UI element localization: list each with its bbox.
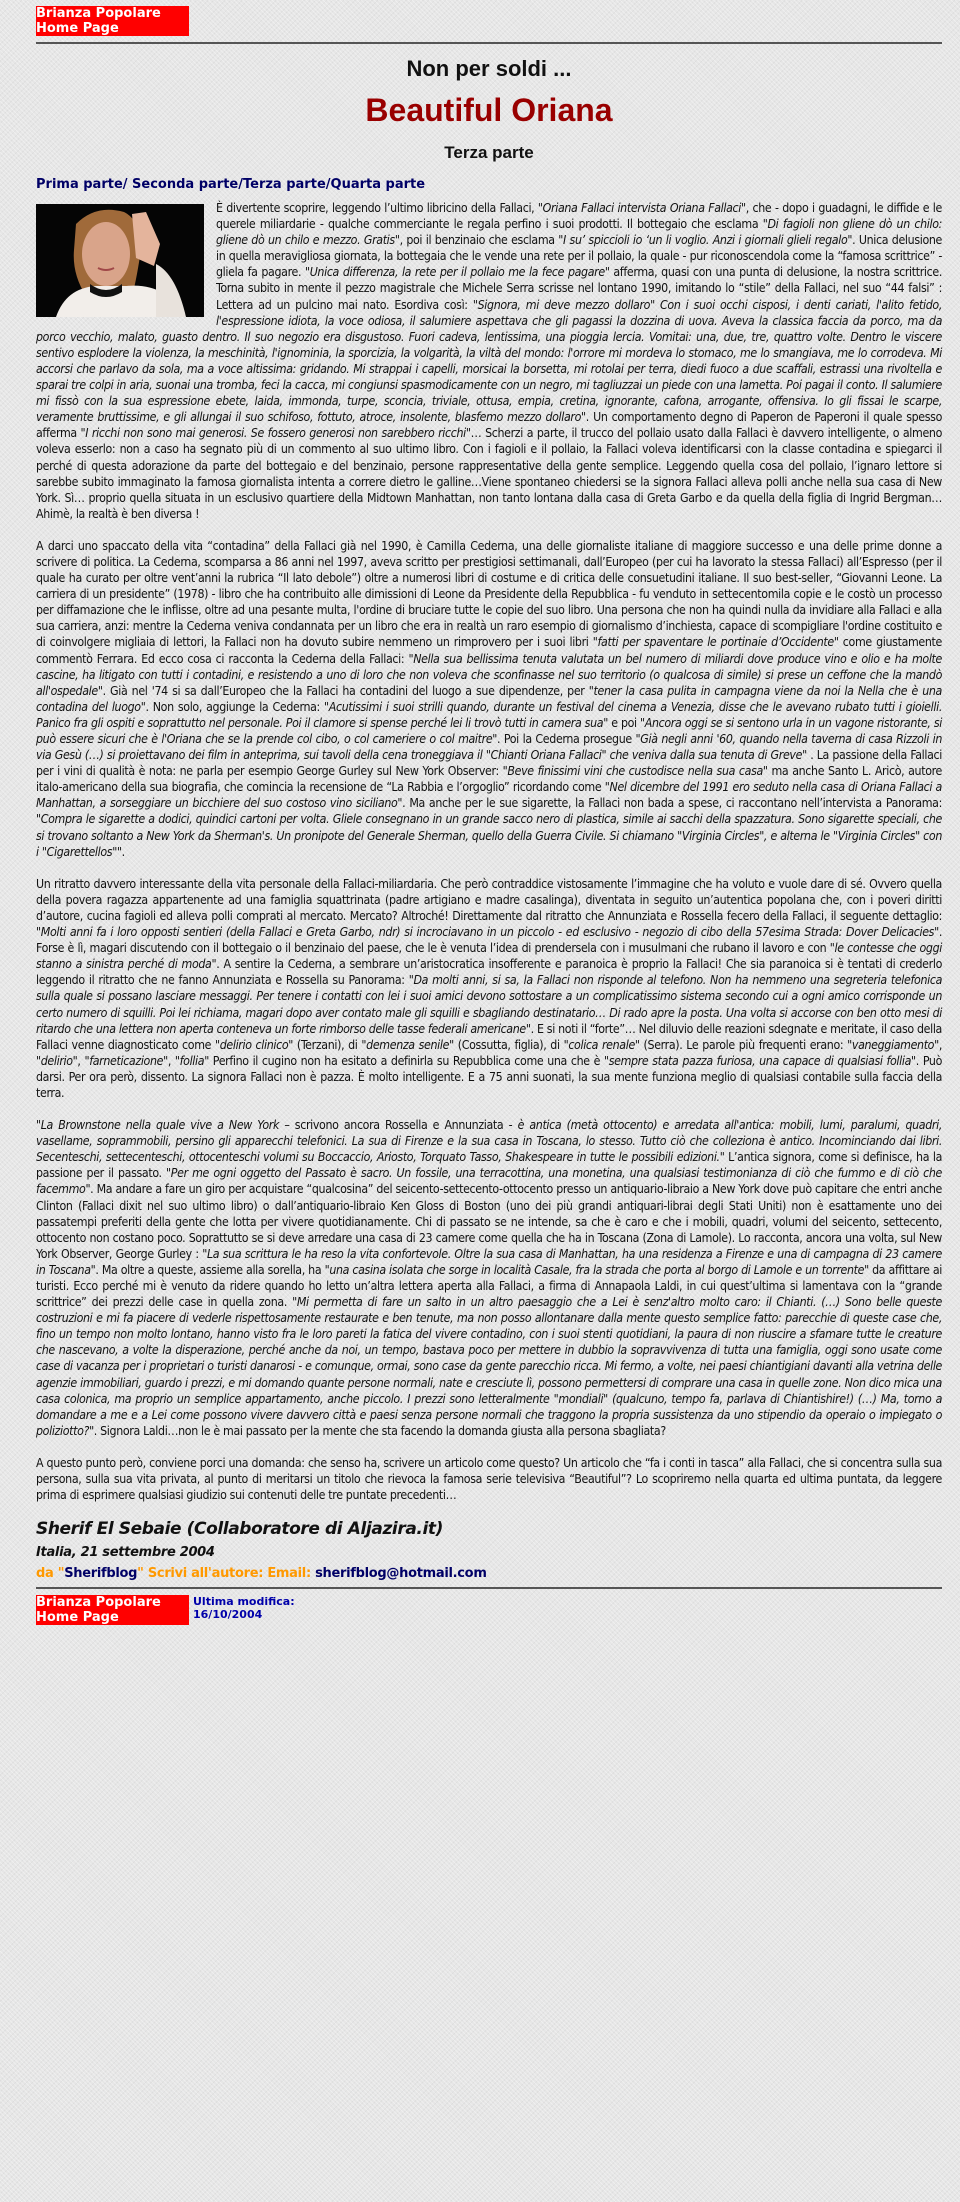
quotation: sempre stata pazza furiosa, una capace di qualsiasi follia	[608, 1053, 912, 1068]
quotation: follia	[179, 1053, 205, 1068]
quotation: Oriana Fallaci intervista Oriana Fallaci	[542, 201, 742, 215]
article-kicker: Non per soldi ...	[406, 56, 572, 81]
part-link-quarta[interactable]: Quarta parte	[330, 177, 426, 192]
quotation: una casina isolata che sorge in località Casale, fra la strada che porta al borgo di Lamole e un torrente	[329, 1262, 865, 1277]
quotation: delirio	[40, 1053, 73, 1068]
oriana-fallaci-photo	[36, 204, 204, 317]
quotation: Di fagioli non gliene dò un chilo: gliene dò un chilo e mezzo. Gratis	[216, 217, 942, 248]
quotation: La sua scrittura le ha reso la vita confortevole. Oltre la sua casa di Manhattan, ha una residenza a Firenze e una di campagna di 23 camere in Toscana	[36, 1246, 943, 1277]
quotation: tener la casa pulita in campagna viene da noi la Nella che è una contadina del luogo	[36, 683, 942, 714]
quotation: Beve finissimi vini che custodisce nella sua casa	[507, 764, 763, 779]
quotation: farneticazione	[89, 1053, 164, 1068]
parts-navigation	[36, 177, 942, 192]
article-paragraph: A darci uno spaccato della vita “contadina” della Fallaci già nel 1990, è Camilla Cederna, una delle giornaliste italiane di maggiore successo e una delle prime donne a scrivere di politica. La Cederna, scomparsa a 86 anni nel 1997, aveva scritto per prestigiosi settimanali, dall’Europeo (per cui ha lavorato la stessa Fallaci) all’Espresso (per il quale ha curato per oltre vent’anni la rubrica “Il lato debole”) oltre a numerosi libri di costume e di critica delle consuetudini italiane. Il suo best-seller, “Giovanni Leone. La carriera di un presidente” (1978) - libro che ha contribuito alle dimissioni di Leone da Presidente della Repubblica - fu venduto in settecentomila copie e le costò un processo per diffamazione che le inflisse, oltre ad una pesante multa, l'ordine di bruciare tutte le copie del suo libro. Una persona che non ha quindi nulla da invidiare alla Fallaci e alla sua carriera, anzi: mentre la Cederna veniva condannata per un libro che era in realtà un raro esempio di giornalismo d’inchiesta, capace di scompigliare l'ordine costituito e di coinvolgere migliaia di lettori, la Fallaci non ha dovuto subire nemmeno un rimprovero per i suoi libri "fatti per spaventare le portinaie d’Occidente" come giustamente commentò Ferrara. Ed ecco cosa ci racconta la Cederna della Fallaci: "Nella sua bellissima tenuta valutata un bel numero di miliardi dove produce vino e olio e ha molte cascine, ha litigato con tutti i contadini, e resistendo a uno di loro che non voleva che sconfinasse nel suo territorio (o qualcosa di simile) si prese un ceffone che la mandò all'ospedale". Già nel '74 si sa dall’Europeo che la Fallaci ha contadini del luogo a sue dipendenze, per "tener la casa pulita in campagna viene da noi la Nella che è una contadina del luogo". Non solo, aggiunge la Cederna: "Acutissimi i suoi strilli quando, durante un festival del cinema a Venezia, disse che le avevano rubato tutti i gioielli. Panico fra gli ospiti e soprattutto nel personale. Poi il clamore si spense perché lei li trovò tutti in camera sua" e poi "Ancora oggi se si sentono urla in un vagone ristorante, si può essere sicuri che è l'Oriana che se la prende col cibo, o col cameriere o col maitre". Poi la Cederna prosegue "Già negli anni '60, quando nella taverna di casa Rizzoli in via Gesù (…) si proiettavano dei film in anteprima, sui tavoli della cena troneggiava il "Chianti Oriana Fallaci" che veniva dalla sua tenuta di Greve" . La passione della Fallaci per i vini di qualità è nota: ne parla per esempio George Gurley sul New York Observer: "Beve finissimi vini che custodisce nella sua casa" ma anche Santo L. Aricò, autore italo-americano della sua biografia, che comincia la recensione de “La Rabbia e l’orgoglio” ricordando come "Nel dicembre del 1991 ero seduto nella casa di Oriana Fallaci a Manhattan, a sorseggiare un bicchiere del suo costoso vino siciliano". Ma anche per le sue sigarette, la Fallaci non bada a spese, ci raccontano nell’intervista a Panorama: "Compra le sigarette a dodici, quindici cartoni per volta. Gliele consegnano in un grande sacco nero di plastica, simile ai sacchi della spazzatura. Sono sigarette speciali, che si trovano soltanto a New York da Sherman's. Un pronipote del Generale Sherman, quello della Guerra Civile. Si chiamano "Virginia Circles", e alterna le "Virginia Circles" con i "Cigarettellos"".	[36, 538, 943, 859]
home-link-line2: Home Page	[36, 1610, 119, 1626]
signature-block	[36, 1519, 942, 1581]
part-link-prima[interactable]: Prima parte	[36, 177, 123, 192]
author-name: Sherif El Sebaie (Collaboratore di Aljazira.it)	[36, 1519, 443, 1540]
quotation: Molti anni fa i loro opposti sentieri (della Fallaci e Greta Garbo, ndr) si incrociavano in un piccolo - ed esclusivo - negozio di cibo della 57esima Strada: Dover Delicacies	[40, 925, 935, 940]
quotation: I su’ spiccioli io ‘un li voglio. Anzi i giornali glieli regalo	[563, 233, 848, 248]
part-link-terza[interactable]: Terza parte	[243, 177, 326, 192]
quotation: Compra le sigarette a dodici, quindici cartoni per volta. Gliele consegnano in un grande sacco nero di plastica, simile ai sacchi della spazzatura. Sono sigarette speciali, che si trovano soltanto a New York da Sherman's. Un pronipote del Generale Sherman, quello della Guerra Civile. Si chiamano "Virginia Circles", e alterna le "Virginia Circles" con i "Cigarettellos"	[36, 812, 942, 859]
home-page-link[interactable]	[36, 6, 189, 36]
article-subtitle: Terza parte	[444, 143, 534, 162]
quotation: delirio clinico	[219, 1037, 289, 1052]
last-modified-date: 16/10/2004	[193, 1608, 263, 1622]
quotation: demenza senile	[366, 1037, 450, 1052]
part-separator: /	[238, 177, 243, 192]
part-link-seconda[interactable]: Seconda parte	[132, 177, 239, 192]
quotation: è antica (metà ottocento) e arredata all'antica: mobili, lumi, paralumi, quadri, vasellame, soprammobili, persino gli apparecchi telefonici. La sua di Firenze e la sua casa in Toscana, lo stesso. Tutto ciò che colleziona è antico. Incominciando dai libri. Secenteschi, settecenteschi, ottocenteschi volumi su Boccaccio, Ariosto, Torquato Tasso, Shakespeare in tutte le possibili edizioni.	[36, 1118, 942, 1165]
article-body	[36, 200, 942, 1503]
quotation: La Brownstone nella quale vive a New York	[40, 1118, 280, 1133]
quotation: I ricchi non sono mai generosi. Se fossero generosi non sarebbero ricchi	[85, 426, 466, 441]
quotation: Per me ogni oggetto del Passato è sacro. Un fossile, una terracottina, una monetina, una qualsiasi testimonianza di ciò che fummo e di ciò che facemmo	[36, 1166, 943, 1197]
last-modified	[193, 1595, 295, 1621]
footer	[36, 1595, 942, 1625]
from-prefix: da "	[36, 1566, 65, 1582]
quotation: Mi permetta di fare un salto in un altro paesaggio che a Lei è senz'altro molto caro: il Chianti. (…) Sono belle queste costruzioni e mi fa piacere di vederle rispettosamente restaurate e ben tenute, ma non posso allontanare dalla mente questo semplice fatto: parecchie di queste case che, fino un tempo non molto lontano, hanno visto fra le loro pareti la fatica del vivere contadino, con i suoi stenti quotidiani, la paura di non riuscire a sfamare tutte le creature che nascevano, a volte la disperazione, perché anche da noi, un tempo, bastava poco per mettere in dubbio la sopravvivenza di tutta una famiglia, oggi sono usate come case di vacanza per i proprietari o turisti danarosi - e comunque, ormai, sono case da gente parecchio ricca. Mi fermo, a volte, nei paesi chiantigiani davanti alla vetrina delle agenzie immobiliari, guardo i prezzi, e mi domando quante persone normali, nate e cresciute lì, possono permettersi di comprare una casa in quelle zone. Non dico mica una casa colonica, ma proprio un semplice appartamento, anche piccolo. I prezzi sono letteralmente "mondiali" (qualcuno, tempo fa, parlava di Chiantishire!) (…) Ma, torno a domandare a me e a Lei come possono vivere davvero città e paesi senza persone normali che traggono la propria sussistenza da uno stipendio da operaio o impiegato o poliziotto?	[36, 1295, 942, 1438]
footer-home-page-link[interactable]	[36, 1595, 189, 1625]
part-separator: /	[122, 177, 128, 192]
home-link-line2: Home Page	[36, 21, 119, 36]
quotation: Da molti anni, si sa, la Fallaci non risponde al telefono. Non ha nemmeno una segreteria telefonica sulla quale si possano lasciare messaggi. Per tenere i contatti con lei i suoi amici devono sottostare a un complicatissimo sistema secondo cui a ogni amico corrisponde un certo numero di squilli. Poi lei richiama, magari dopo aver contato male gli squilli e sbagliando destinatario… Di rado apre la posta. Una volta si accorse con ben otto mesi di ritardo che una lettera non aperta conteneva un forte rimborso delle tasse federali americane	[36, 973, 942, 1036]
home-link-line1: Brianza Popolare	[36, 1595, 161, 1611]
quotation: Acutissimi i suoi strilli quando, durante un festival del cinema a Venezia, disse che le avevano rubato tutti i gioielli. Panico fra gli ospiti e soprattutto nel personale. Poi il clamore si spense perché lei li trovò tutti in camera sua	[36, 699, 942, 730]
article-paragraph: È divertente scoprire, leggendo l’ultimo libricino della Fallaci, "Oriana Fallaci intervista Oriana Fallaci", che - dopo i guadagni, le diffide e le querele miliardarie - qualche commerciante le regala perfino i suoi prodotti. Il bottegaio che esclama "Di fagioli non gliene dò un chilo: gliene dò un chilo e mezzo. Gratis", poi il benzinaio che esclama "I su’ spiccioli io ‘un li voglio. Anzi i giornali glieli regalo". Unica delusione in quella meravigliosa giornata, la bottegaia che le vende una rete per il pollaio, la quale - pur riconoscendola come la “famosa scrittrice” - gliela fa pagare. "Unica differenza, la rete per il pollaio me la fece pagare" afferma, quasi con una punta di delusione, la nostra scrittrice. Torna subito in mente il pezzo magistrale che Michele Serra scrisse nel lontano 1990, imitando lo “stile” della Fallaci, nel suo “44 falsi” : Lettera ad un pulcino mai nato. Esordiva così: "Signora, mi deve mezzo dollaro" Con i suoi occhi cisposi, i denti cariati, l'alito fetido, l'espressione idiota, la voce odiosa, il salumiere aspettava che gli pagassi la dozzina di uova. Aveva la classica faccia da porco, ma da porco vecchio, malato, guasto dentro. Il suo negozio era disgustoso. Fuori cadeva, lentissima, una pioggia lercia. Vomitai: una, due, tre, quattro volte. Dentro le viscere sentivo esplodere la violenza, la meschinità, l'ignominia, la sporcizia, la volgarità, la viltà del mondo: l'orrore mi mordeva lo stomaco, me lo smangiava, me lo corrodeva. Mi accorsi che parlavo da sola, ma a voce altissima: gridando. Mi strappai i capelli, morsicai la borsetta, mi rotolai per terra, diedi fuoco a due scaffali, estrassi una rivoltella e sparai tre colpi in aria, suonai una tromba, feci la cacca, mi congiunsi spasmodicamente con un negro, mi tagliuzzai un piede con una lametta. Poi pagai il conto. Il salumiere mi fissò con la sua espressione ebete, laida, immonda, turpe, sconcia, triviale, ottusa, empia, cretina, ignorante, cafona, arrogante, offensiva. Io gli fissai le scarpe, veramente bruttissime, e gli allungai il suo schifoso, fottuto, atroce, insolente, blasfemo mezzo dollaro". Un comportamento degno di Paperon de Paperoni il quale spesso afferma "I ricchi non sono mai generosi. Se fossero generosi non sarebbero ricchi"… Scherzi a parte, il trucco del pollaio usato dalla Fallaci è davvero intelligente, o almeno voleva esserlo: non a caso ha segnato più di un commento al suo ultimo libro. Con i fagioli e il pollaio, la Fallaci voleva identificarsi con la classe contadina e spiegarci il perché di questa adorazione da parte del bottegaio e del benzinaio, persone rappresentative della gente semplice. Leggendo quella cosa del pollaio, l’ignaro lettore si sarebbe subito immaginato la famosa giornalista intenta a correre dietro le galline…Viene spontaneo chiedersi se la signora Fallaci alleva polli anche nella sua casa di New York. Sì… proprio quella situata in un esclusivo quartiere della Midtown Manhattan, non tanto lontana dalla casa di Greta Garbo e da quella della figlia di Ingrid Bergman…Ahimè, la realtà è ben diversa !	[36, 201, 943, 521]
article-date: Italia, 21 settembre 2004	[36, 1545, 215, 1561]
quotation: Signora, mi deve mezzo dollaro" Con i suoi occhi cisposi, i denti cariati, l'alito fetido, l'espressione idiota, la voce odiosa, il salumiere aspettava che gli pagassi la dozzina di uova. Aveva la classica faccia da porco, ma da porco vecchio, malato, guasto dentro. Il suo negozio era disgustoso. Fuori cadeva, lentissima, una pioggia lercia. Vomitai: una, due, tre, quattro volte. Dentro le viscere sentivo esplodere la violenza, la meschinità, l'ignominia, la sporcizia, la volgarità, la viltà del mondo: l'orrore mi mordeva lo stomaco, me lo smangiava, me lo corrodeva. Mi accorsi che parlavo da sola, ma a voce altissima: gridando. Mi strappai i capelli, morsicai la borsetta, mi rotolai per terra, diedi fuoco a due scaffali, estrassi una rivoltella e sparai tre colpi in aria, suonai una tromba, feci la cacca, mi congiunsi spasmodicamente con un negro, mi tagliuzzai un piede con una lametta. Poi pagai il conto. Il salumiere mi fissò con la sua espressione ebete, laida, immonda, turpe, sconcia, triviale, ottusa, empia, cretina, ignorante, cafona, arrogante, offensiva. Io gli fissai le scarpe, veramente bruttissime, e gli allungai il suo schifoso, fottuto, atroce, insolente, blasfemo mezzo dollaro	[36, 297, 943, 425]
from-suffix: " Scrivi all'autore: Email:	[137, 1566, 316, 1582]
quotation: vaneggiamento	[851, 1037, 935, 1052]
part-separator: /	[325, 177, 331, 192]
quotation: fatti per spaventare le portinaie d’Occidente	[597, 635, 834, 650]
author-contact	[36, 1566, 942, 1581]
quotation: le contesse che oggi stanno a sinistra perché di moda	[36, 941, 943, 972]
article-title: Beautiful Oriana	[365, 92, 613, 128]
article-paragraph: "La Brownstone nella quale vive a New York – scrivono ancora Rossella e Annunziata - è antica (metà ottocento) e arredata all'antica: mobili, lumi, paralumi, quadri, vasellame, soprammobili, persino gli apparecchi telefonici. La sua di Firenze e la sua casa in Toscana, lo stesso. Tutto ciò che colleziona è antico. Incominciando dai libri. Secenteschi, settecenteschi, ottocenteschi volumi su Boccaccio, Ariosto, Torquato Tasso, Shakespeare in tutte le possibili edizioni." L’antica signora, come si definisce, ha la passione per il passato. "Per me ogni oggetto del Passato è sacro. Un fossile, una terracottina, una monetina, una qualsiasi testimonianza di ciò che fummo e di ciò che facemmo". Ma andare a fare un giro per acquistare “qualcosina” del seicento-settecento-ottocento presso un antiquario-libraio a New York dove può capitare che entri anche Clinton (Fallaci dixit nel suo ultimo libro) o dall’antiquario-libraio Ken Gloss di Boston (uno dei più grandi antiquari-librai degli Stati Uniti) non è esattamente uno dei passatempi preferiti della gente che lotta per vivere quotidianamente. Chi di passato se ne intende, sa che è caro e che i mobili, quadri, volumi del seicento, settecento, ottocento non costano poco. Soprattutto se si deve arredare una casa di 23 camere come quella che ha in Toscana (Zona di Lamole). Lo racconta, ancora una volta, sul New York Observer, George Gurley : "La sua scrittura le ha reso la vita confortevole. Oltre la sua casa di Manhattan, ha una residenza a Firenze e una di campagna di 23 camere in Toscana". Ma oltre a queste, assieme alla sorella, ha "una casina isolata che sorge in località Casale, fra la strada che porta al borgo di Lamole e un torrente" da affittare ai turisti. Ecco perché mi è venuto da ridere quando ho letto un’altra lettera aperta alla Fallaci, a firma di Annapaola Laldi, in cui quest’ultima si lamentava con la “grande scrittrice” dei prezzi delle case in quella zona. "Mi permetta di fare un salto in un altro paesaggio che a Lei è senz'altro molto caro: il Chianti. (…) Sono belle queste costruzioni e mi fa piacere di vederle rispettosamente restaurate e ben tenute, ma non posso allontanare dalla mente questo semplice fatto: parecchie di queste case che, fino un tempo non molto lontano, hanno visto fra le loro pareti la fatica del vivere contadino, con i suoi stenti quotidiani, la paura di non riuscire a sfamare tutte le creature che nascevano, a volte la disperazione, perché anche da noi, un tempo, bastava poco per mettere in dubbio la sopravvivenza di tutta una famiglia, oggi sono usate come case di vacanza per i proprietari o turisti danarosi - e comunque, ormai, sono case da gente parecchio ricca. Mi fermo, a volte, nei paesi chiantigiani davanti alla vetrina delle agenzie immobiliari, guardo i prezzi, e mi domando quante persone normali, nate e cresciute lì, possono permettersi di comprare una casa in quelle zone. Non dico mica una casa colonica, ma proprio un semplice appartamento, anche piccolo. I prezzi sono letteralmente "mondiali" (qualcuno, tempo fa, parlava di Chiantishire!) (…) Ma, torno a domandare a me e a Lei come possono vivere davvero città e paesi senza persone normali che traggono la propria sussistenza da uno stipendio da operaio o impiegato o poliziotto?". Signora Laldi…non le è mai passato per la mente che sta facendo la domanda giusta alla persona sbagliata?	[36, 1118, 943, 1438]
quotation: Già negli anni '60, quando nella taverna di casa Rizzoli in via Gesù (…) si proiettavano dei film in anteprima, sui tavoli della cena troneggiava il "Chianti Oriana Fallaci" che veniva dalla sua tenuta di Greve	[36, 732, 942, 763]
home-link-line1: Brianza Popolare	[36, 6, 161, 21]
article-paragraph: Un ritratto davvero interessante della vita personale della Fallaci-miliardaria. Che però contraddice vistosamente l’immagine che ha voluto e vuole dare di sé. Ovvero quella della povera ragazza appartenente ad una famiglia squattrinata (padre artigiano e madre casalinga), diventata in seguito un’autentica popolana che, con i poveri diritti d’autore, cucina fagioli ed alleva polli comprati al mercato. Mercato? Altroché! Direttamente dal ritratto che Annunziata e Rossella fecero della Fallaci, il seguente dettaglio: "Molti anni fa i loro opposti sentieri (della Fallaci e Greta Garbo, ndr) si incrociavano in un piccolo - ed esclusivo - negozio di cibo della 57esima Strada: Dover Delicacies". Forse è lì, magari discutendo con il bottegaio o il benzinaio del paese, che le è venuta l’idea di prendersela con i musulmani che rubano il lavoro e con "le contesse che oggi stanno a sinistra perché di moda". A sentire la Cederna, a sembrare un’aristocratica insofferente e paranoica è proprio la Fallaci! Che sia paranoica si è tentati di crederlo leggendo il ritratto che ne fanno Annunziata e Rossella su Panorama: "Da molti anni, si sa, la Fallaci non risponde al telefono. Non ha nemmeno una segreteria telefonica sulla quale si possano lasciare messaggi. Per tenere i contatti con lei i suoi amici devono sottostare a un complicatissimo sistema secondo cui a ogni amico corrisponde un certo numero di squilli. Poi lei richiama, magari dopo aver contato male gli squilli e sbagliando destinatario… Di rado apre la posta. Una volta si accorse con ben otto mesi di ritardo che una lettera non aperta conteneva un forte rimborso delle tasse federali americane". E si noti il “forte”… Nel diluvio delle reazioni sdegnate e meritate, il caso della Fallaci venne diagnosticato come "delirio clinico" (Terzani), di "demenza senile" (Cossutta, figlia), di "colica renale" (Serra). Le parole più frequenti erano: "vaneggiamento", "delirio", "farneticazione", "follia" Perfino il cugino non ha esitato a definirla su Repubblica come una che è "sempre stata pazza furiosa, una capace di qualsiasi follia". Può darsi. Per ora però, dissento. La signora Fallaci non è pazza. È molto intelligente. E a 75 anni suonati, la sua mente funziona meglio di qualsiasi contabile sulla faccia della terra.	[36, 876, 943, 1100]
blog-link[interactable]: Sherifblog	[64, 1566, 138, 1582]
quotation: colica renale	[568, 1037, 635, 1052]
portrait-image	[36, 204, 204, 317]
quotation: Ancora oggi se si sentono urla in un vagone ristorante, si può essere sicuri che è l'Oriana che se la prende col cibo, o col cameriere o col maitre	[36, 715, 943, 746]
last-modified-label: Ultima modifica:	[193, 1595, 295, 1609]
quotation: Unica differenza, la rete per il pollaio me la fece pagare	[309, 265, 605, 280]
quotation: Nel dicembre del 1991 ero seduto nella casa di Oriana Fallaci a Manhattan, a sorseggiare un bicchiere del suo costoso vino siciliano	[36, 780, 942, 811]
bottom-divider	[36, 1587, 942, 1589]
article-paragraph: A questo punto però, conviene porci una domanda: che senso ha, scrivere un articolo come questo? Un articolo che “fa i conti in tasca” alla Fallaci, che si concentra sulla sua persona, sulla sua vita privata, al punto di meritarsi un titolo che rievoca la famosa serie televisiva “Beautiful”? Lo scopriremo nella quarta ed ultima puntata, da leggere prima di esprimere qualsiasi giudizio sui contenuti delle tre puntate precedenti…	[36, 1455, 942, 1503]
email-link[interactable]: sherifblog@hotmail.com	[315, 1566, 487, 1582]
top-divider	[36, 42, 942, 44]
quotation: Nella sua bellissima tenuta valutata un bel numero di miliardi dove produce vino e olio e ha molte cascine, ha litigato con tutti i contadini, e resistendo a uno di loro che non voleva che sconfinasse nel suo territorio (o qualcosa di simile) si prese un ceffone che la mandò all'ospedale	[36, 651, 942, 698]
